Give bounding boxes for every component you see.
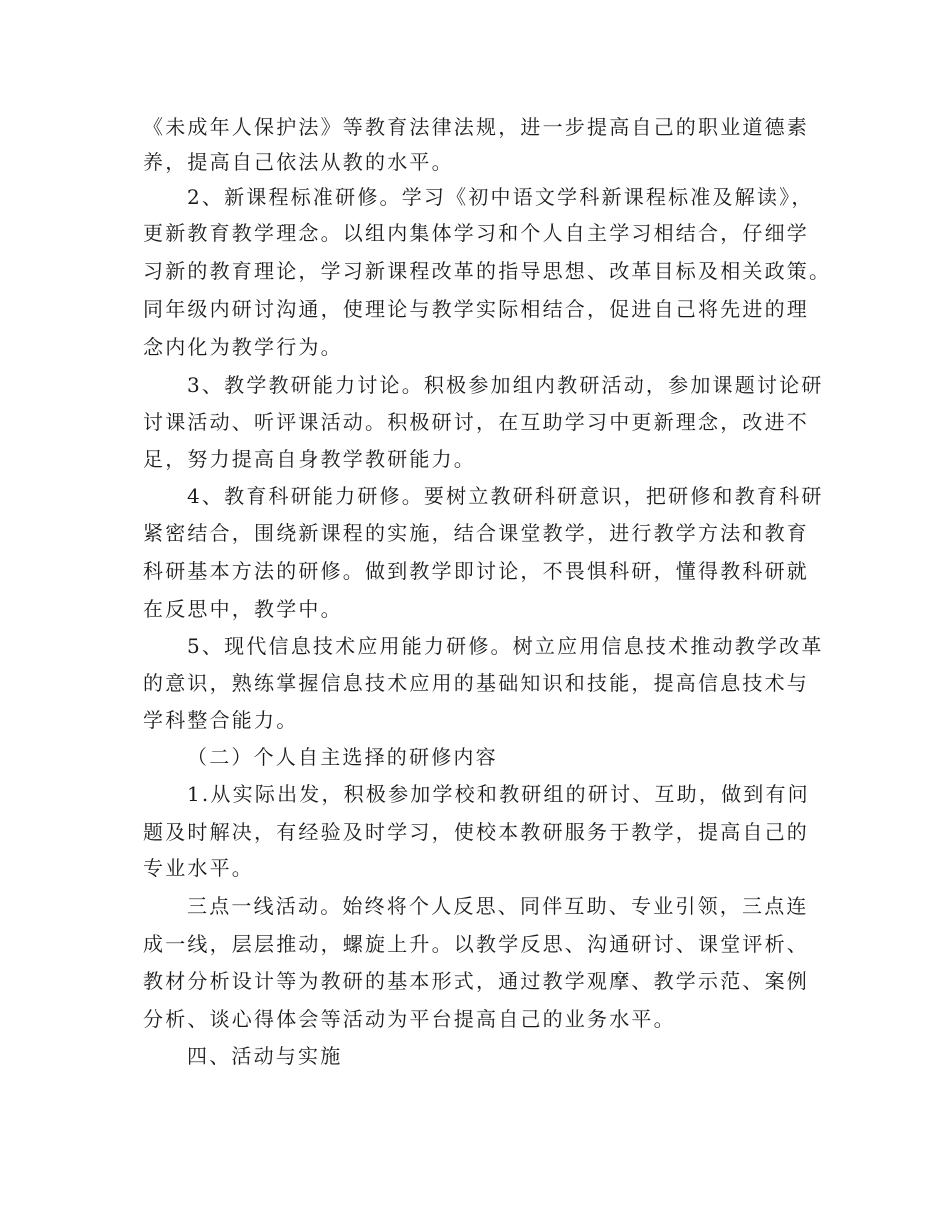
paragraph-start: 三点一线活动。始终将个人反思、同伴互助、专业引领，三点连: [187, 894, 809, 918]
paragraph-start: 3、教学教研能力讨论。积极参加组内教研活动，参加课题讨论研: [187, 373, 824, 397]
paragraph-start: 1.从实际出发，积极参加学校和教研组的研讨、互助，做到有问: [187, 782, 810, 806]
text-line: 分析、谈心得体会等活动为平台提高自己的业务水平。: [143, 1007, 676, 1031]
text-line: 专业水平。: [143, 856, 254, 880]
text-line: 习新的教育理论，学习新课程改革的指导思想、改革目标及相关政策。: [143, 259, 832, 283]
text-line: 学科整合能力。: [143, 708, 299, 732]
text-line: 足，努力提高自身教学教研能力。: [143, 447, 476, 471]
text-line: 养，提高自己依法从教的水平。: [143, 150, 454, 174]
paragraph-start: 2、新课程标准研修。学习《初中语文学科新课程标准及解读》，: [187, 185, 814, 209]
text-line: 讨课活动、听评课活动。积极研讨，在互助学习中更新理念，改进不: [143, 410, 809, 434]
text-line: 题及时解决，有经验及时学习，使校本教研服务于教学，提高自己的: [143, 820, 809, 844]
section-heading: 四、活动与实施: [187, 1044, 343, 1068]
text-line: 的意识，熟练掌握信息技术应用的基础知识和技能，提高信息技术与: [143, 671, 809, 695]
text-line: 教材分析设计等为教研的基本形式，通过教学观摩、教学示范、案例: [143, 969, 809, 993]
paragraph-start: 4、教育科研能力研修。要树立教研科研意识，把研修和教育科研: [187, 484, 824, 508]
text-line: 《未成年人保护法》等教育法律法规，进一步提高自己的职业道德素: [143, 115, 809, 139]
text-line: 同年级内研讨沟通，使理论与教学实际相结合，促进自己将先进的理: [143, 297, 809, 321]
text-line: 成一线，层层推动，螺旋上升。以教学反思、沟通研讨、课堂评析、: [143, 932, 809, 956]
text-line: 科研基本方法的研修。做到教学即讨论，不畏惧科研，懂得教科研就: [143, 559, 809, 583]
text-line: 在反思中，教学中。: [143, 597, 343, 621]
text-line: 更新教育教学理念。以组内集体学习和个人自主学习相结合，仔细学: [143, 221, 809, 245]
section-heading: （二）个人自主选择的研修内容: [187, 745, 498, 769]
text-line: 念内化为教学行为。: [143, 335, 343, 359]
paragraph-start: 5、现代信息技术应用能力研修。树立应用信息技术推动教学改革: [187, 634, 824, 658]
text-line: 紧密结合，围绕新课程的实施，结合课堂教学，进行教学方法和教育: [143, 521, 809, 545]
